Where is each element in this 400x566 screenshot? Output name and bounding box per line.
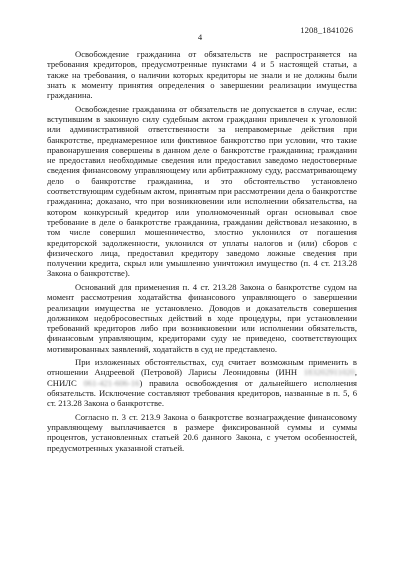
inn-redacted: 183202911020 bbox=[303, 367, 355, 378]
paragraph-text: При изложенных обстоятельствах, суд считает возможным применить в отношении Андреевой (Петровой) Ларисы Леонидовны (ИНН bbox=[47, 357, 357, 378]
paragraph-text: , СНИЛС bbox=[47, 367, 357, 388]
paragraph: Освобождение гражданина от обязательств не распространяется на требования кредиторов, предусмотренные пунктами 4 и 5 настоящей статьи, а также на требования, о наличии которых кредиторы не знали и не должны были знать к моменту принятия определения о завершении реализации имущества гражданина. bbox=[47, 49, 357, 101]
paragraph-text: ) правила освобождения от дальнейшего исполнения обязательств. Исключение составляют требования кредиторов, названные в п. 5, 6 ст. 213.28 Закона о банкротстве. bbox=[47, 377, 357, 409]
paragraph-debtor-release bbox=[47, 357, 357, 408]
snils-redacted: 061-421-606-16 bbox=[83, 377, 140, 388]
paragraph: Освобождение гражданина от обязательств не допускается в случае, если: вступившим в законную силу судебным актом гражданин привлечен к уголовной или административной ответственности за неправомерные действия при банкротстве, преднамеренное или фиктивное банкротство при условии, что такие правонарушения совершены в данном деле о банкротстве гражданина; гражданин не предоставил необходимые сведения или предоставил заведомо недостоверные сведения финансовому управляющему или арбитражному суду, рассматривающему дело о банкротстве гражданина, и это обстоятельство установлено соответствующим судебным актом, принятым при рассмотрении дела о банкротстве гражданина; доказано, что при возникновении или исполнении обязательства, на котором конкурсный кредитор или уполномоченный орган основывал свое требование в деле о банкротстве гражданина, гражданин действовал незаконно, в том числе совершил мошенничество, злостно уклонился от погашения кредиторской задолженности, уклонился от уплаты налогов и (или) сборов с физического лица, предоставил кредитору заведомо ложные сведения при получении кредита, скрыл или умышленно уничтожил имущество (п. 4 ст. 213.28 Закона о банкротстве). bbox=[47, 103, 357, 279]
document-body bbox=[47, 49, 357, 456]
case-number: 1208_1841026 bbox=[300, 25, 353, 35]
page-number: 4 bbox=[197, 32, 203, 42]
paragraph: Согласно п. 3 ст. 213.9 Закона о банкротстве вознаграждение финансовому управляющему выплачивается в размере фиксированной суммы и суммы процентов, установленных статьей 20.6 данного Закона, с учетом особенностей, предусмотренных указанной статьей. bbox=[47, 411, 357, 453]
paragraph: Оснований для применения п. 4 ст. 213.28 Закона о банкротстве судом на момент рассмотрения ходатайства финансового управляющего о завершении реализации имущества не установлено. Доводов и доказательств совершения должником недобросовестных действий в ходе процедуры, при установлении требований кредиторов либо при возникновении или исполнении обязательств, финансовым управляющим, кредиторами суду не приведено, соответствующих мотивированных заявлений, ходатайств в суд не представлено. bbox=[47, 281, 357, 354]
